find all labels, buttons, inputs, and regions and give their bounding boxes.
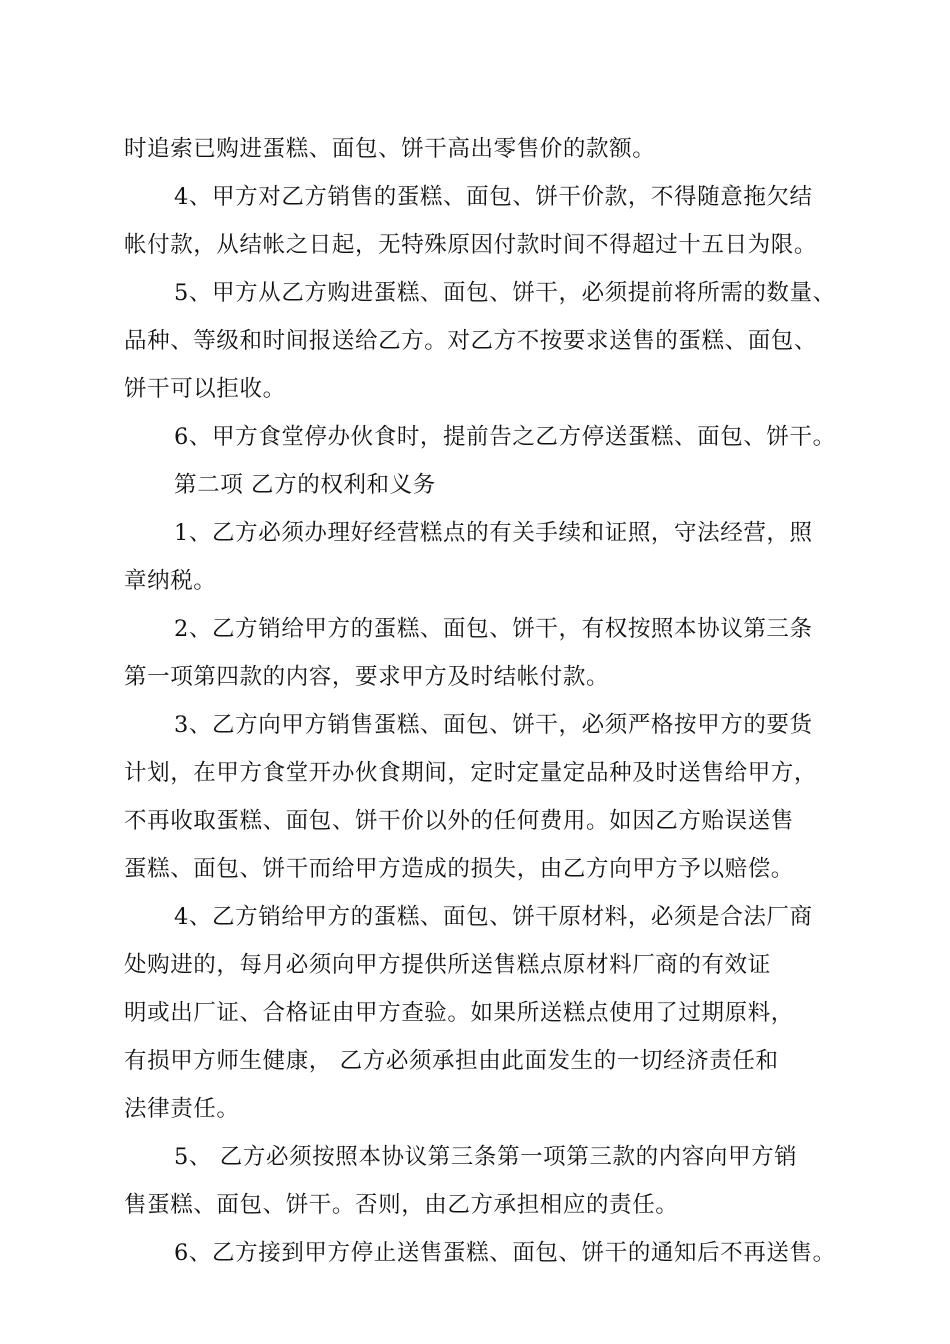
clause-5-party-a: 5、甲方从乙方购进蛋糕、面包、饼干，必须提前将所需的数量、 <box>174 280 836 306</box>
clause-2-party-b: 2、乙方销给甲方的蛋糕、面包、饼干，有权按照本协议第三条 <box>174 616 813 642</box>
clause-1-party-b: 1、乙方必须办理好经营糕点的有关手续和证照，守法经营，照 <box>174 520 813 546</box>
text-line: 时追索已购进蛋糕、面包、饼干高出零售价的款额。 <box>124 136 656 162</box>
text-line: 帐付款，从结帐之日起，无特殊原因付款时间不得超过十五日为限。 <box>124 232 818 258</box>
clause-4-party-a: 4、甲方对乙方销售的蛋糕、面包、饼干价款，不得随意拖欠结 <box>174 184 813 210</box>
text-line: 处购进的，每月必须向甲方提供所送售糕点原材料厂商的有效证 <box>124 952 771 978</box>
clause-4-party-b: 4、乙方销给甲方的蛋糕、面包、饼干原材料，必须是合法厂商 <box>174 904 813 930</box>
text-line: 饼干可以拒收。 <box>124 376 286 402</box>
text-line: 不再收取蛋糕、面包、饼干价以外的任何费用。如因乙方贻误送售 <box>124 808 794 834</box>
text-line: 法律责任。 <box>124 1096 240 1122</box>
clause-3-party-b: 3、乙方向甲方销售蛋糕、面包、饼干，必须严格按甲方的要货 <box>174 712 813 738</box>
text-line: 品种、等级和时间报送给乙方。对乙方不按要求送售的蛋糕、面包、 <box>124 328 818 354</box>
text-line: 明或出厂证、合格证由甲方查验。如果所送糕点使用了过期原料， <box>124 1000 794 1026</box>
document-body <box>124 125 854 1277</box>
clause-6-party-b: 6、乙方接到甲方停止送售蛋糕、面包、饼干的通知后不再送售。 <box>174 1240 836 1266</box>
text-line: 有损甲方师生健康， 乙方必须承担由此面发生的一切经济责任和 <box>124 1048 779 1074</box>
section-heading-party-b: 第二项 乙方的权利和义务 <box>174 472 436 498</box>
clause-6-party-a: 6、甲方食堂停办伙食时，提前告之乙方停送蛋糕、面包、饼干。 <box>174 424 836 450</box>
text-line: 蛋糕、面包、饼干而给甲方造成的损失，由乙方向甲方予以赔偿。 <box>124 856 794 882</box>
clause-5-party-b: 5、 乙方必须按照本协议第三条第一项第三款的内容向甲方销 <box>174 1144 798 1170</box>
text-line: 章纳税。 <box>124 568 217 594</box>
text-line: 计划，在甲方食堂开办伙食期间，定时定量定品种及时送售给甲方， <box>124 760 818 786</box>
text-line: 第一项第四款的内容，要求甲方及时结帐付款。 <box>124 664 610 690</box>
text-line: 售蛋糕、面包、饼干。否则，由乙方承担相应的责任。 <box>124 1192 679 1218</box>
